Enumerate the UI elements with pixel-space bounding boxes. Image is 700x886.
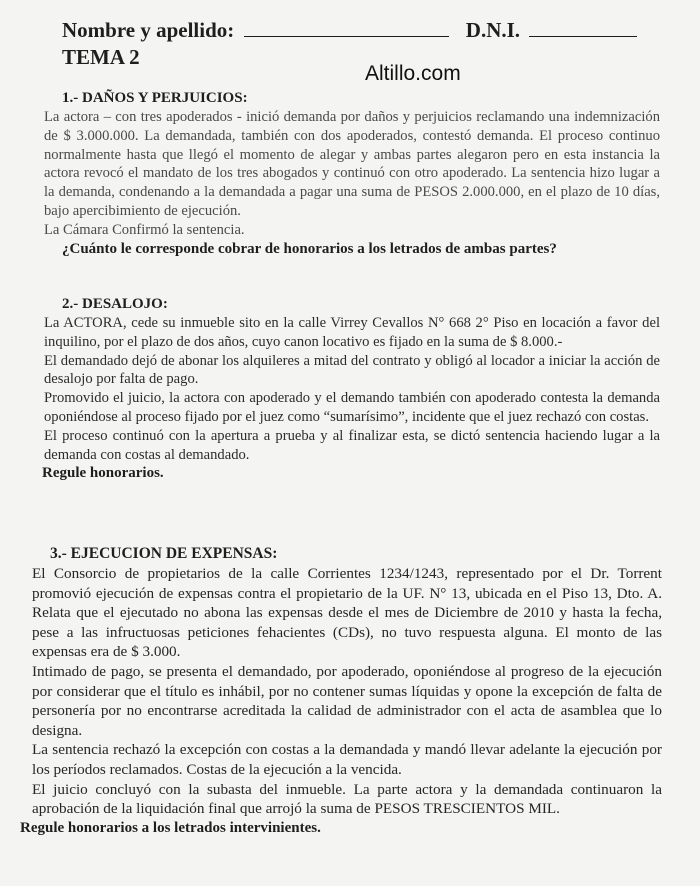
paragraph: La Cámara Confirmó la sentencia.	[44, 221, 245, 238]
name-label: Nombre y apellido:	[62, 18, 235, 42]
question: ¿Cuánto le corresponde cobrar de honorarios a los letrados de ambas partes?	[62, 240, 557, 257]
question: Regule honorarios a los letrados intervinientes.	[20, 819, 321, 836]
section-danos-perjuicios	[44, 90, 660, 259]
dni-blank	[529, 20, 637, 37]
section-title: 3.- EJECUCION DE EXPENSAS:	[50, 545, 278, 562]
paragraph: Promovido el juicio, la actora con apoderado y el demando también con apoderado contesta la demanda oponiéndose al proceso fijado por el juez como “sumarísimo”, incidente que el juez rechazó con costas.	[44, 390, 660, 425]
question: Regule honorarios.	[42, 465, 164, 482]
dni-label: D.N.I.	[465, 18, 521, 42]
section-title: 2.- DESALOJO:	[62, 296, 168, 312]
paragraph: La ACTORA, cede su inmueble sito en la calle Virrey Cevallos N° 668 2° Piso en locación a favor del inquilino, por el plazo de dos años, cuyo canon locativo es fijado en la suma de $ 8.000.-	[44, 315, 660, 350]
section-title: 1.- DAÑOS Y PERJUICIOS:	[62, 90, 248, 106]
section-desalojo	[44, 296, 660, 483]
name-blank	[244, 20, 449, 37]
paragraph: La sentencia rechazó la excepción con costas a la demandada y mandó llevar adelante la ejecución por los períodos reclamados. Costas de la ejecución a la vencida.	[32, 741, 662, 778]
watermark: Altillo.com	[365, 62, 461, 85]
header-line	[62, 18, 662, 43]
paragraph: Intimado de pago, se presenta el demandado, por apoderado, oponiéndose al progreso de la ejecución por considerar que el título es inhábil, por no contener sumas líquidas y opone la excepción de falta de personería por no encontrarse acreditada la calidad de administrador con el acta de asamblea que lo designa.	[32, 662, 662, 739]
section-ejecucion-expensas	[20, 545, 662, 838]
paragraph: El Consorcio de propietarios de la calle Corrientes 1234/1243, representado por el Dr. Torrent promovió ejecución de expensas contra el propietario de la UF. N° 13, ubicada en el Piso 13, Dto. A. Relata que el ejecutado no abona las expensas desde el mes de Diciembre de 2010 y hasta la fecha, pese a las infructuosas peticiones fehacientes (CDs), no tuvo respuesta alguna. El monto de las expensas era de $ 3.000.	[32, 565, 662, 661]
tema-label: TEMA 2	[62, 45, 140, 69]
paragraph: El juicio concluyó con la subasta del inmueble. La parte actora y la demandada continuaron la aprobación de la liquidación final que arrojó la suma de PESOS TRESCIENTOS MIL.	[32, 780, 662, 818]
paragraph: La actora – con tres apoderados - inició demanda por daños y perjuicios reclamando una indemnización de $ 3.000.000. La demandada, también con dos apoderados, contestó demanda. El proceso continuo normalmente hasta que llegó el momento de alegar y ambas partes alegaron pero en esta instancia la actora revocó el mandato de los tres abogados y continuó con otro apoderado. La sentencia hizo lugar a la demanda, condenando a la demandada a pagar una suma de PESOS 2.000.000, en el plazo de 10 días, bajo apercibimiento de ejecución.	[44, 109, 660, 219]
paragraph: El demandado dejó de abonar los alquileres a mitad del contrato y obligó al locador a iniciar la acción de desalojo por falta de pago.	[44, 352, 660, 388]
paragraph: El proceso continuó con la apertura a prueba y al finalizar esta, se dictó sentencia haciendo lugar a la demanda con costas al demandado.	[44, 427, 660, 463]
